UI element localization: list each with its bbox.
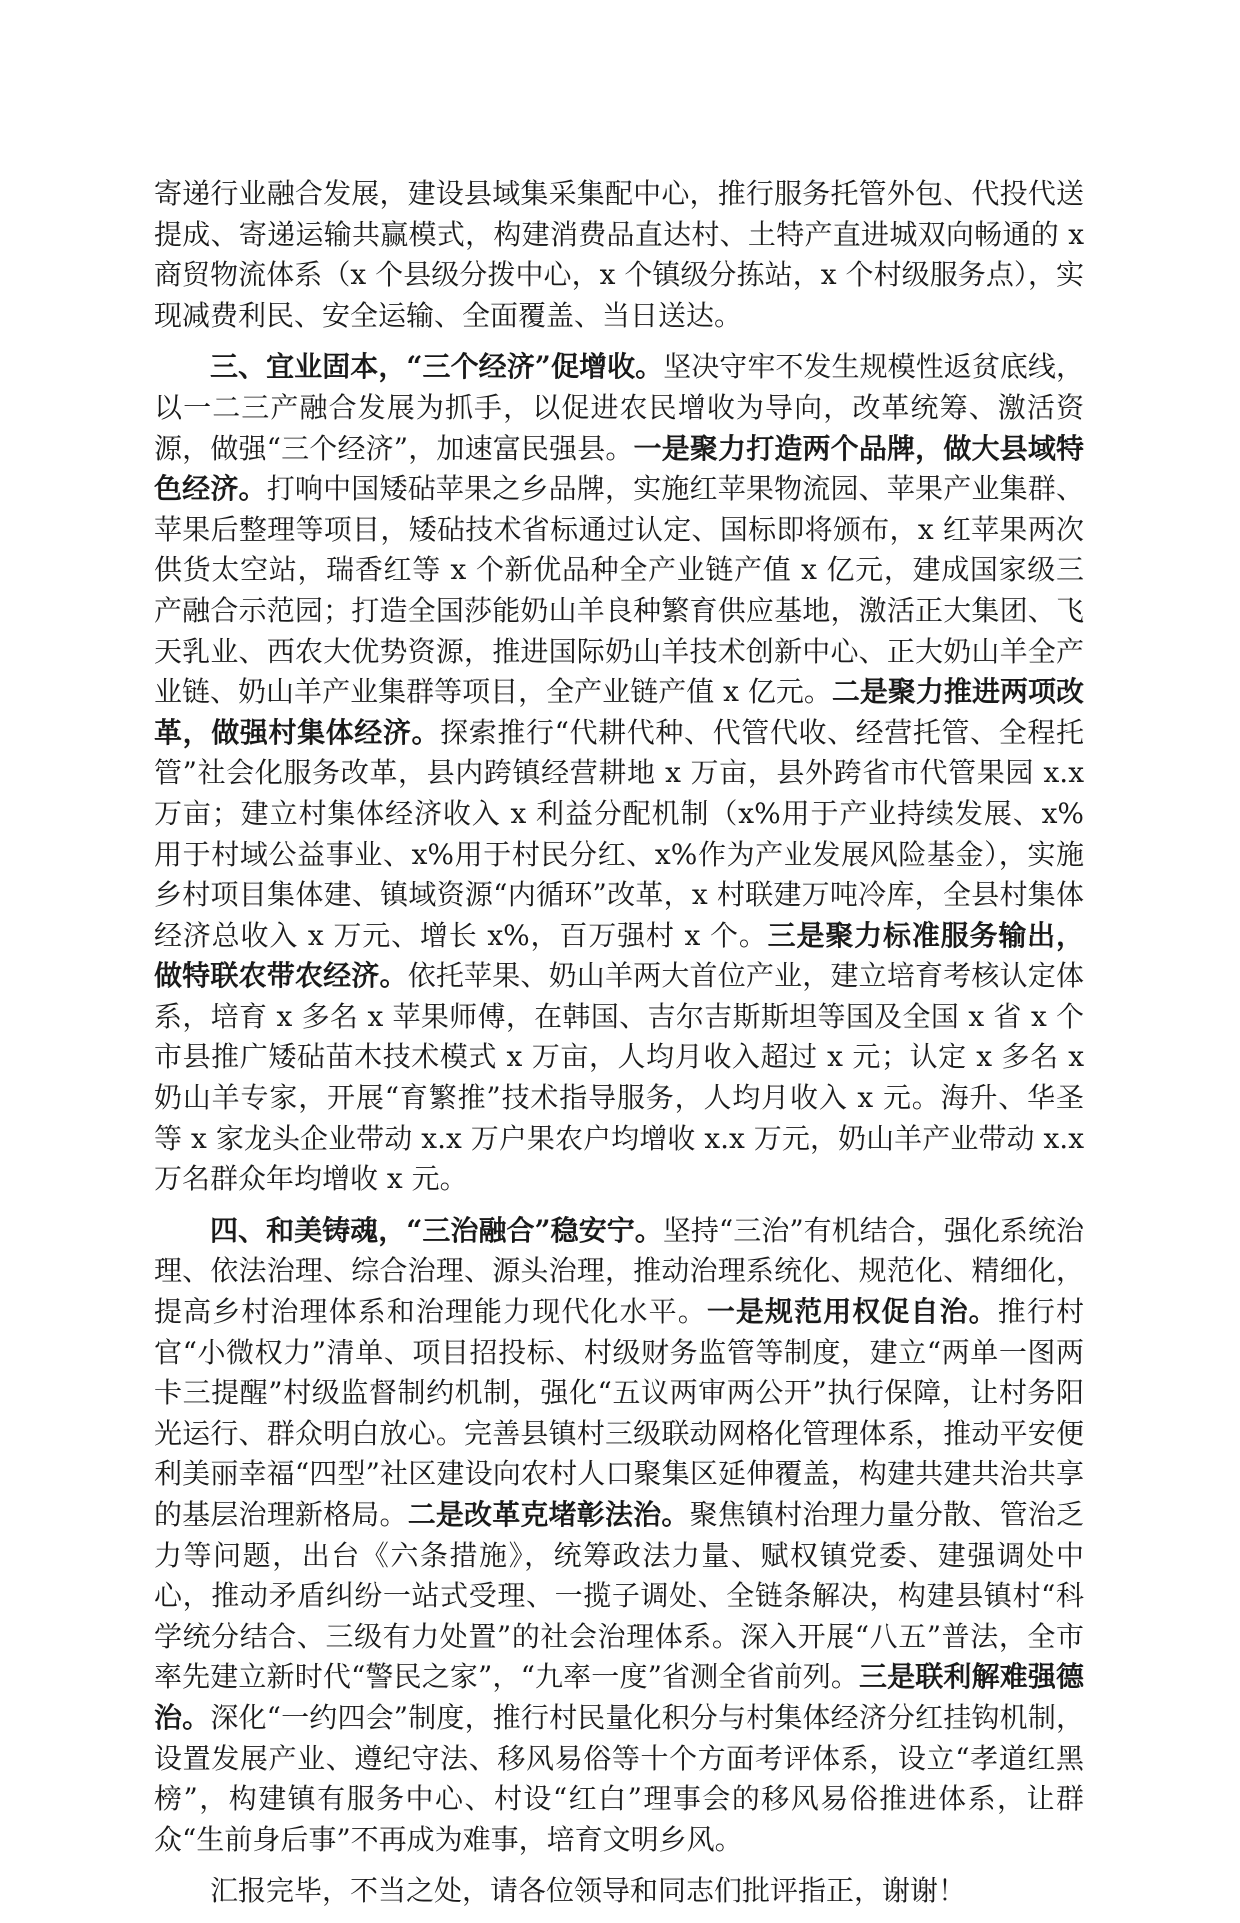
closing-text: 汇报完毕，不当之处，请各位领导和同志们批评指正，谢谢！ — [210, 1874, 967, 1908]
subheading: 二是聚力推进两项改革，做强村集体经济。 — [154, 675, 1084, 749]
subheading: 三是联利解难强德治。 — [154, 1660, 1084, 1734]
document-page — [154, 174, 1084, 1923]
paragraph-logistics — [154, 174, 1084, 336]
subheading: 一是规范用权促自治。 — [706, 1295, 998, 1329]
paragraph-text: 深化“一约四会”制度，推行村民量化积分与村集体经济分红挂钩机制，设置发展产业、遵纪守法、移风易俗等十个方面考评体系，设立“孝道红黑榜”，构建镇有服务中心、村设“红白”理事会的移风易俗推进体系，让群众“生前身后事”不再成为难事，培育文明乡风。 — [154, 1700, 1084, 1856]
paragraph-text: 聚焦镇村治理力量分散、管治乏力等问题，出台《六条措施》，统筹政法力量、赋权镇党委、建强调处中心，推动矛盾纠纷一站式受理、一揽子调处、全链条解决，构建县镇村“科学统分结合、三级有力处置”的社会治理体系。深入开展“八五”普法，全市率先建立新时代“警民之家”，“九率一度”省测全省前列。 — [154, 1498, 1084, 1694]
subheading: 三是聚力标准服务输出，做特联农带农经济。 — [154, 918, 1084, 993]
paragraph-closing — [154, 1871, 1084, 1912]
paragraph-text: 寄递行业融合发展，建设县域集采集配中心，推行服务托管外包、代投代送提成、寄递运输共赢模式，构建消费品直达村、土特产直进城双向畅通的 x 商贸物流体系（x 个县级分拨中心，x 个镇级分拣站，x 个村级服务点），实现减费利民、安全运输、全面覆盖、当日送达。 — [154, 177, 1084, 332]
paragraph-text: 推行村官“小微权力”清单、项目招投标、村级财务监管等制度，建立“两单一图两卡三提醒”村级监督制约机制，强化“五议两审两公开”执行保障，让村务阳光运行、群众明白放心。完善县镇村三级联动网格化管理体系，推动平安便利美丽幸福“四型”社区建设向农村人口聚集区延伸覆盖，构建共建共治共享的基层治理新格局。 — [154, 1295, 1084, 1531]
subheading: 二是改革克堵彰法治。 — [407, 1498, 690, 1531]
paragraph-text: 坚决守牢不发生规模性返贫底线，以一二三产融合发展为抓手，以促进农民增收为导向，改革统筹、激活资源，做强“三个经济”，加速富民强县。 — [154, 350, 1084, 465]
paragraph-text: 依托苹果、奶山羊两大首位产业，建立培育考核认定体系，培育 x 多名 x 苹果师傅，在韩国、吉尔吉斯斯坦等国及全国 x 省 x 个市县推广矮砧苗木技术模式 x 万亩，人均月收入超过 x 元；认定 x 多名 x 奶山羊专家，开展“育繁推”技术指导服务，人均月收入 x 元。海升、华圣等 x 家龙头企业带动 x.x 万户果农户均增收 x.x 万元，奶山羊产业带动 x.x 万名群众年均增收 x 元。 — [154, 959, 1084, 1196]
paragraph-section-four — [154, 1211, 1084, 1861]
paragraph-text: 坚持“三治”有机结合，强化系统治理、依法治理、综合治理、源头治理，推动治理系统化、规范化、精细化，提高乡村治理体系和治理能力现代化水平。 — [154, 1213, 1084, 1329]
paragraph-text: 探索推行“代耕代种、代管代收、经营托管、全程托管”社会化服务改革，县内跨镇经营耕地 x 万亩，县外跨省市代管果园 x.x 万亩；建立村集体经济收入 x 利益分配机制（x%用于产业持续发展、x%用于村域公益事业、x%用于村民分红、x%作为产业发展风险基金），实施乡村项目集体建、镇域资源“内循环”改革，x 村联建万吨冷库，全县村集体经济总收入 x 万元、增长 x%，百万强村 x 个。 — [154, 715, 1084, 952]
paragraph-section-three — [154, 347, 1084, 1199]
section-heading: 三、宜业固本，“三个经济”促增收。 — [210, 350, 664, 384]
section-heading: 四、和美铸魂，“三治融合”稳安宁。 — [210, 1213, 663, 1247]
subheading: 一是聚力打造两个品牌，做大县域特色经济。 — [154, 431, 1084, 506]
paragraph-text: 打响中国矮砧苹果之乡品牌，实施红苹果物流园、苹果产业集群、苹果后整理等项目，矮砧技术省标通过认定、国标即将颁布，x 红苹果两次供货太空站，瑞香红等 x 个新优品种全产业链产值 x 亿元，建成国家级三产融合示范园；打造全国莎能奶山羊良种繁育供应基地，激活正大集团、飞天乳业、西农大优势资源，推进国际奶山羊技术创新中心、正大奶山羊全产业链、奶山羊产业集群等项目，全产业链产值 x 亿元。 — [154, 472, 1084, 709]
